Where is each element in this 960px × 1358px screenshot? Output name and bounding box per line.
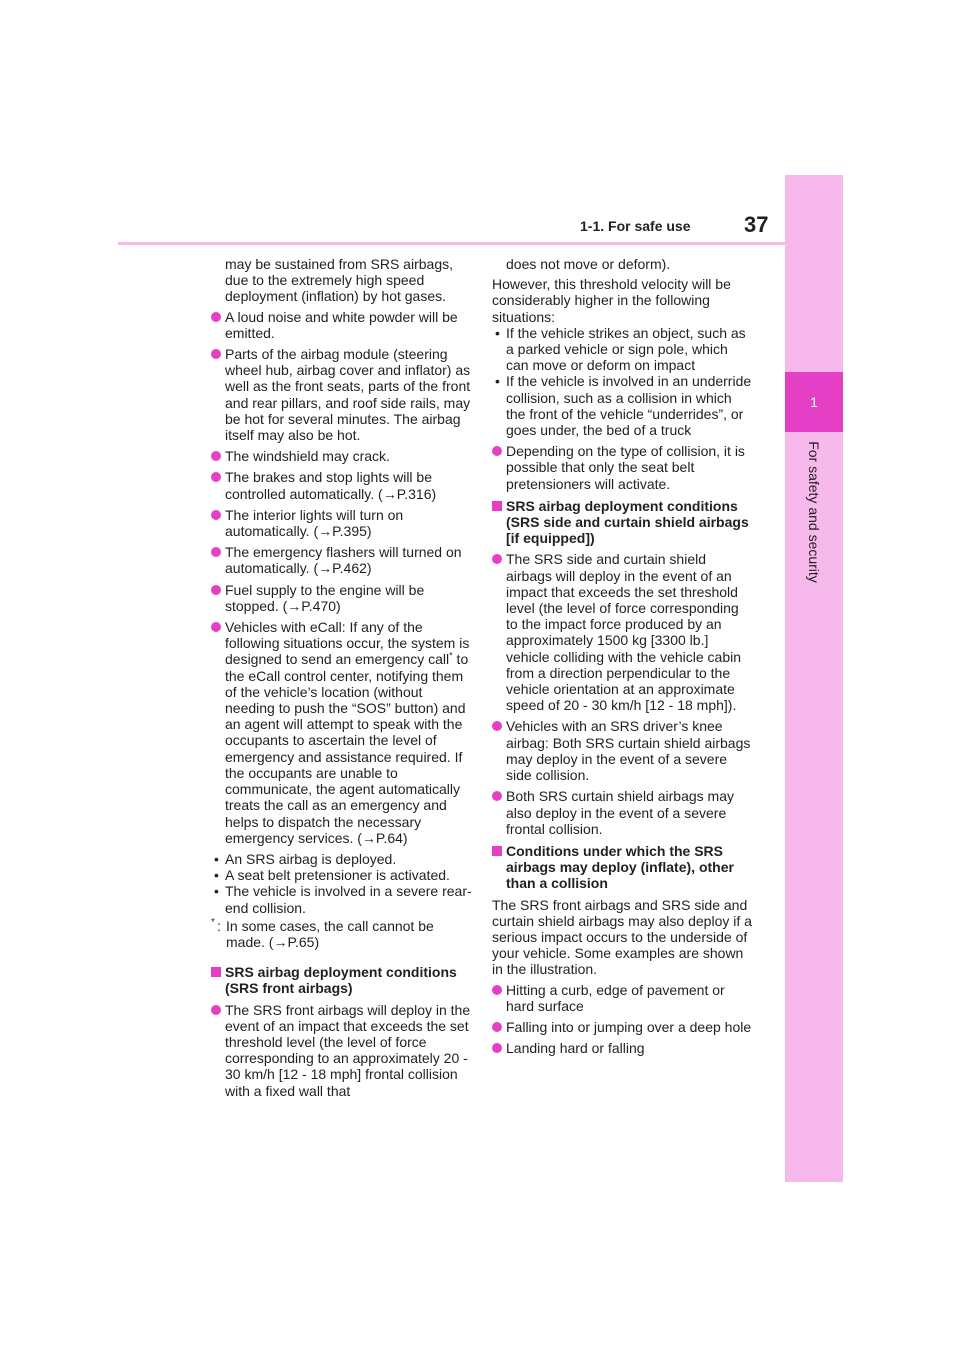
- list-item: Vehicles with an SRS driver’s knee airbag: Both SRS curtain shield airbags may deploy in the event of a severe side collision.: [492, 718, 754, 783]
- list-item: Falling into or jumping over a deep hole: [492, 1019, 754, 1035]
- list-item: The emergency flashers will turned on automatically. (→P.462): [211, 544, 473, 576]
- sub-bullet-icon: •: [214, 850, 219, 867]
- bullet-dot-icon: [211, 547, 221, 557]
- bullet-dot-icon: [492, 554, 502, 564]
- list-item: Hitting a curb, edge of pavement or hard surface: [492, 982, 754, 1014]
- footnote: * : In some cases, the call cannot be made. (→P.65): [211, 916, 434, 950]
- chapter-title-vertical: For safety and security: [806, 441, 822, 583]
- header-divider: [118, 242, 785, 245]
- footnote-asterisk: *: [449, 650, 453, 661]
- square-bullet-icon: [492, 846, 502, 856]
- other-paragraph: The SRS front airbags and SRS side and curtain shield airbags may also deploy if a serious impact occurs to the underside of your vehicle. Some examples are shown in the illustration.: [492, 896, 752, 978]
- list-item: The SRS front airbags will deploy in the event of an impact that exceeds the set threshold level (the level of force corresponding to an approximately 20 - 30 km/h [12 - 18 mph] frontal collision with a fixed wall that: [211, 1002, 473, 1099]
- sub-bullet-icon: •: [495, 324, 500, 341]
- list-item: Landing hard or falling: [492, 1040, 754, 1056]
- bullet-dot-icon: [211, 585, 221, 595]
- threshold-item: • If the vehicle strikes an object, such as a parked vehicle or sign pole, which can move or deform on impact: [495, 324, 746, 374]
- bullet-dot-icon: [211, 622, 221, 632]
- square-bullet-icon: [492, 501, 502, 511]
- sub-bullet-icon: •: [214, 883, 219, 900]
- bullet-dot-icon: [492, 1043, 502, 1053]
- sub-bullet-icon: •: [495, 373, 500, 390]
- bullet-dot-icon: [492, 985, 502, 995]
- square-bullet-icon: [211, 967, 221, 977]
- ecall-bullet: Vehicles with eCall: If any of the following situations occur, the system is designed to send an emergency call* to the eCall control center, notifying them of the vehicle’s location (without needing to push the “SOS” button) and an agent will attempt to speak with the occupants to ascertain the level of emergency and assistance required. If the occupants are unable to communicate, the agent automatically treats the call as an emergency and helps to dispatch the necessary emergency services. (→P.64): [211, 619, 473, 846]
- threshold-paragraph: However, this threshold velocity will be considerably higher in the following situations:: [492, 276, 731, 325]
- bullet-dot-icon: [492, 1022, 502, 1032]
- bullet-dot-icon: [211, 312, 221, 322]
- list-item: Both SRS curtain shield airbags may also deploy in the event of a severe frontal collision.: [492, 788, 754, 837]
- bullet-dot-icon: [492, 446, 502, 456]
- ecall-sub-item: • The vehicle is involved in a severe rear-end collision.: [214, 883, 472, 916]
- paragraph-continuation: does not move or deform).: [506, 256, 671, 272]
- list-item: The windshield may crack.: [211, 448, 473, 464]
- chapter-side-tab: [785, 175, 843, 1182]
- section-heading: SRS airbag deployment conditions (SRS front airbags): [211, 964, 473, 996]
- ecall-sub-item: • A seat belt pretensioner is activated.: [214, 867, 450, 884]
- page-number: 37: [744, 212, 769, 237]
- bullet-dot-icon: [492, 791, 502, 801]
- bullet-dot-icon: [211, 451, 221, 461]
- list-item: The interior lights will turn on automatically. (→P.395): [211, 507, 473, 539]
- ecall-sub-item: • An SRS airbag is deployed.: [214, 850, 397, 867]
- list-item: Fuel supply to the engine will be stopped. (→P.470): [211, 582, 473, 614]
- section-title: 1-1. For safe use: [580, 218, 691, 234]
- section-heading: Conditions under which the SRS airbags may deploy (inflate), other than a collision: [492, 843, 754, 892]
- list-item: Parts of the airbag module (steering wheel hub, airbag cover and inflator) as well as the front seats, parts of the front and rear pillars, and roof side rails, may be hot for several minutes. The airbag itself may also be hot.: [211, 346, 473, 443]
- left-column: [211, 256, 473, 1104]
- list-item: Depending on the type of collision, it is possible that only the seat belt pretensioners will activate.: [492, 443, 754, 492]
- right-column: [492, 256, 754, 1061]
- bullet-dot-icon: [211, 510, 221, 520]
- bullet-dot-icon: [211, 472, 221, 482]
- section-heading: SRS airbag deployment conditions (SRS side and curtain shield airbags [if equipped]): [492, 498, 754, 547]
- chapter-number-badge: 1: [785, 372, 843, 432]
- list-item: The SRS side and curtain shield airbags will deploy in the event of an impact that exceeds the set threshold level (the level of force corresponding to the impact force produced by an approximately 1500 kg [3300 lb.] vehicle colliding with the vehicle cabin from a direction perpendicular to the vehicle orientation at an approximate speed of 20 - 30 km/h [12 - 18 mph]).: [492, 551, 754, 713]
- sub-bullet-icon: •: [214, 867, 219, 884]
- bullet-dot-icon: [211, 1005, 221, 1015]
- threshold-item: • If the vehicle is involved in an underride collision, such as a collision in which the front of the vehicle “underrides”, or goes under, the bed of a truck: [495, 373, 752, 439]
- list-item: A loud noise and white powder will be emitted.: [211, 309, 473, 341]
- bullet-dot-icon: [211, 349, 221, 359]
- bullet-dot-icon: [492, 721, 502, 731]
- list-item: The brakes and stop lights will be controlled automatically. (→P.316): [211, 469, 473, 501]
- intro-continuation: may be sustained from SRS airbags, due to the extremely high speed deployment (inflation) by hot gases.: [225, 256, 453, 305]
